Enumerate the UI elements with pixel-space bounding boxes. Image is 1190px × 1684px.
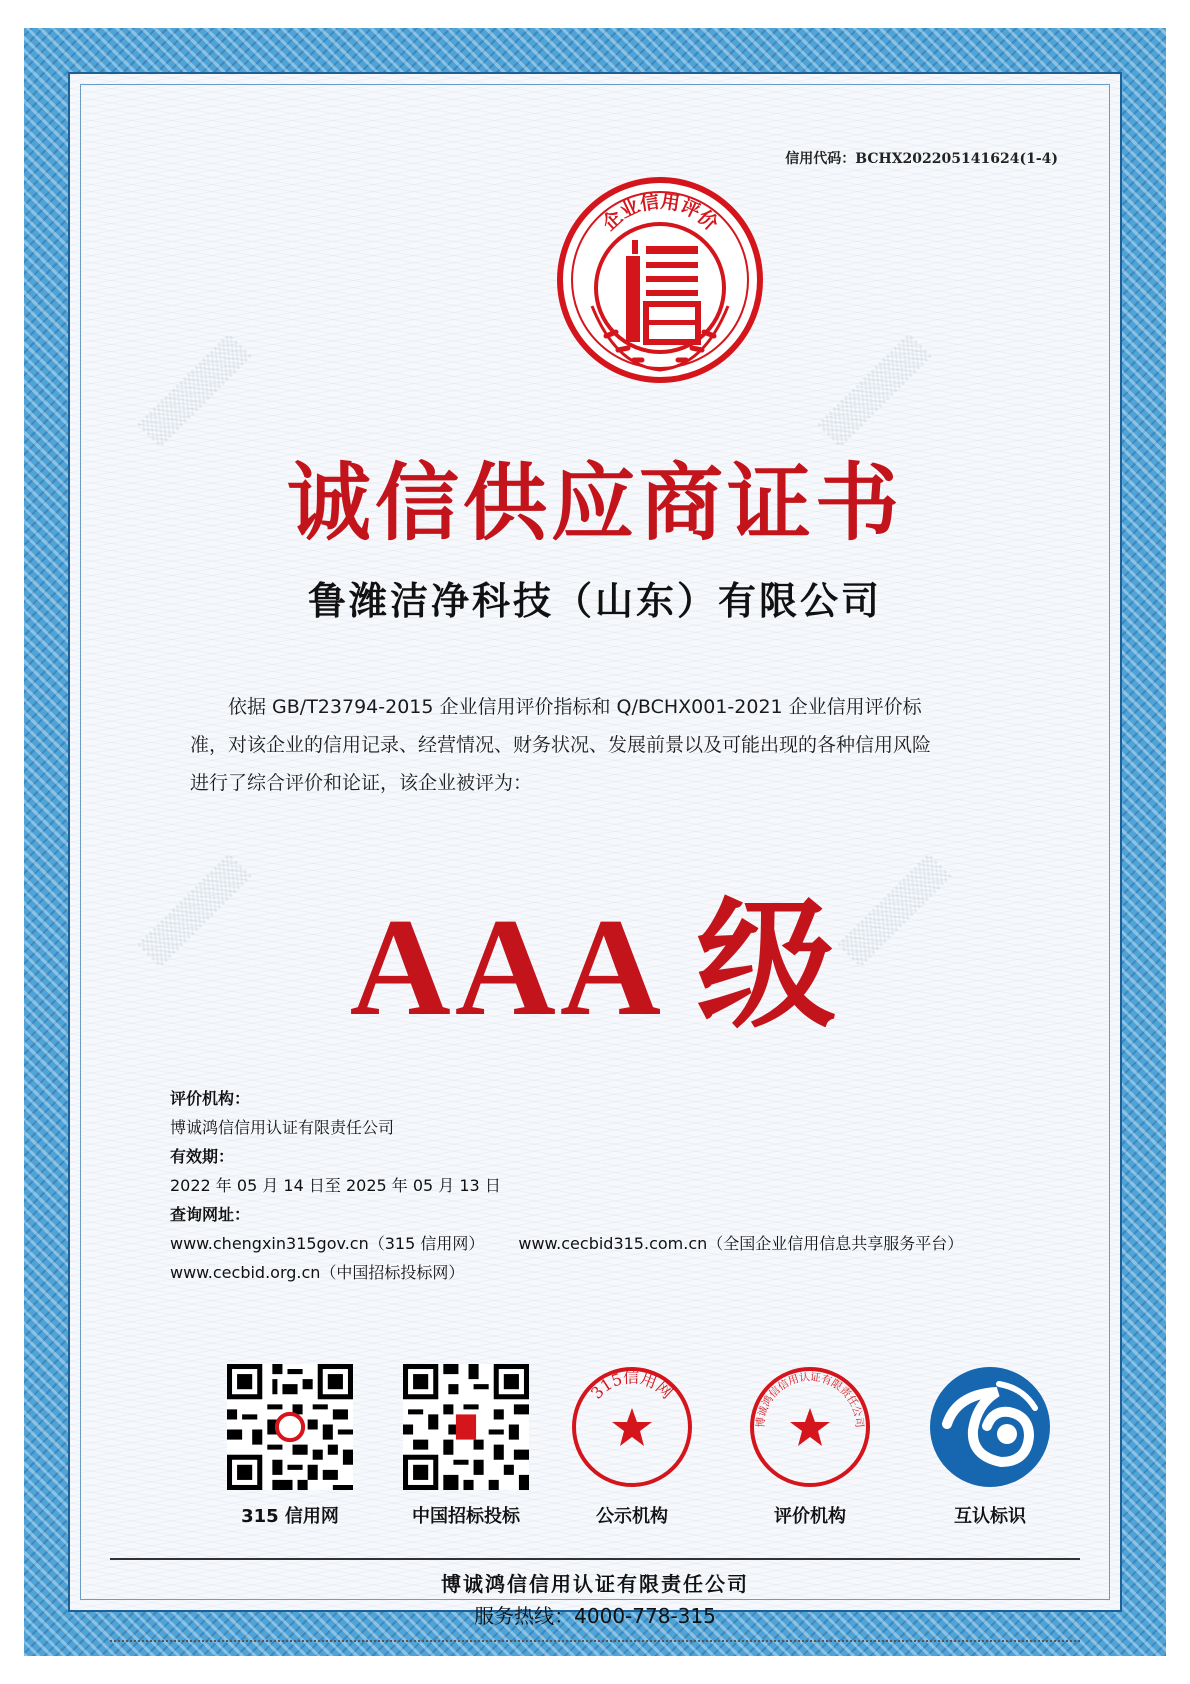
qr-code-icon xyxy=(227,1364,353,1490)
badge-mutual-recognition xyxy=(920,1364,1060,1528)
org-label: 评价机构： xyxy=(170,1089,251,1108)
query-url-2[interactable]: www.cecbid315.com.cn（全国企业信用信息共享服务平台） xyxy=(518,1234,964,1253)
body-line-3: 进行了综合评价和论证，该企业被评为： xyxy=(190,772,533,794)
badge-row xyxy=(220,1364,1100,1527)
org-value: 博诚鸿信信用认证有限责任公司 xyxy=(170,1118,395,1137)
certificate-body xyxy=(190,688,1050,802)
badge-publicity-org xyxy=(562,1364,702,1528)
badge-caption: 互认标识 xyxy=(954,1506,1026,1527)
query-url-1[interactable]: www.chengxin315gov.cn（315 信用网） xyxy=(170,1234,485,1253)
footer-divider xyxy=(110,1558,1080,1560)
body-line-1: 依据 GB/T23794-2015 企业信用评价指标和 Q/BCHX001-2021 企业信用评价标 xyxy=(228,696,922,718)
badge-evaluation-org xyxy=(740,1364,880,1528)
certificate-title: 诚信供应商证书 xyxy=(286,453,903,552)
blue-globe-logo-icon xyxy=(927,1364,1053,1490)
svg-text:315信用网: 315信用网 xyxy=(586,1367,677,1403)
badge-caption: 315 信用网 xyxy=(241,1506,339,1527)
badge-caption: 公示机构 xyxy=(596,1506,668,1527)
footer-hotline: 服务热线：4000-778-315 xyxy=(474,1604,716,1628)
validity-label: 有效期： xyxy=(170,1147,235,1166)
credit-code: 信用代码：BCHX202205141624(1-4) xyxy=(785,151,1058,167)
badge-caption: 评价机构 xyxy=(774,1506,846,1527)
credit-rating-emblem-icon xyxy=(556,176,764,384)
certificate-frame xyxy=(24,28,1166,1656)
watermark: ▒▒▒▒▒▒ xyxy=(837,853,952,968)
badge-china-bidding xyxy=(396,1364,536,1528)
footer xyxy=(70,1568,1120,1632)
footer-dotted-line xyxy=(110,1640,1080,1642)
query-url-3[interactable]: www.cecbid.org.cn（中国招标投标网） xyxy=(170,1263,465,1282)
credit-grade: AAA 级 xyxy=(349,890,841,1045)
red-seal-icon xyxy=(747,1364,873,1490)
body-line-2: 准，对该企业的信用记录、经营情况、财务状况、发展前景以及可能出现的各种信用风险 xyxy=(190,734,932,756)
qr-code-icon xyxy=(403,1364,529,1490)
validity-value: 2022 年 05 月 14 日至 2025 年 05 月 13 日 xyxy=(170,1176,501,1195)
badge-315-credit xyxy=(220,1364,360,1528)
svg-text:企业信用评价: 企业信用评价 xyxy=(598,190,722,236)
footer-org: 博诚鸿信信用认证有限责任公司 xyxy=(441,1572,749,1596)
query-label: 查询网址： xyxy=(170,1205,251,1224)
badge-caption: 中国招标投标 xyxy=(412,1506,520,1527)
watermark: ▒▒▒▒▒▒ xyxy=(137,333,252,448)
red-seal-icon xyxy=(569,1364,695,1490)
company-name: 鲁潍洁净科技（山东）有限公司 xyxy=(307,579,882,623)
certificate-inner xyxy=(68,72,1122,1628)
certificate-info xyxy=(170,1084,963,1287)
watermark: ▒▒▒▒▒▒ xyxy=(817,333,932,448)
svg-text:博诚鸿信信用认证有限责任公司: 博诚鸿信信用认证有限责任公司 xyxy=(754,1371,866,1429)
watermark: ▒▒▒▒▒▒ xyxy=(137,853,252,968)
